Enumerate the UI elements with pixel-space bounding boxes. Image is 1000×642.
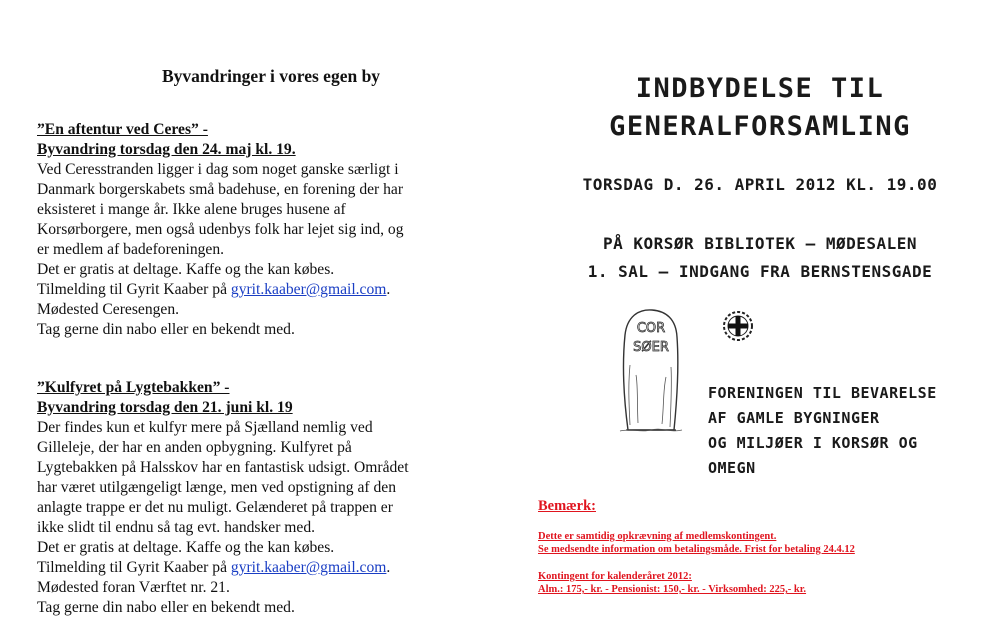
invitation-title <box>520 70 1000 146</box>
meeting-venue <box>520 230 1000 286</box>
walk-text-line: Danmark borgerskabets små badehuse, en forening der har <box>37 181 404 198</box>
stone-text-top: COR <box>636 321 666 336</box>
title-line-1: INDBYDELSE TIL <box>635 73 885 104</box>
closing-line: Tag gerne din nabo eller en bekendt med. <box>37 599 295 616</box>
walk-section-ceres <box>37 120 497 340</box>
closing-line: Tag gerne din nabo eller en bekendt med. <box>37 321 295 338</box>
walk-text-line: Der findes kun et kulfyr mere på Sjælland nemlig ved <box>37 419 373 436</box>
venue-line-1: PÅ KORSØR BIBLIOTEK – MØDESALEN <box>602 234 918 253</box>
signup-period: . <box>386 281 391 298</box>
invitation-column <box>520 0 1000 642</box>
walk-text-line: Gilleleje, der har en anden opbygning. Kulfyret på <box>37 439 352 456</box>
walk-heading-date: Byvandring torsdag den 21. juni kl. 19 <box>37 399 293 416</box>
walk-text-line: Det er gratis at deltage. Kaffe og the kan købes. <box>37 261 335 278</box>
walk-text-line: ikke slidt til endnu så tag evt. handsker med. <box>37 519 316 536</box>
walk-heading-title: ”En aftentur ved Ceres” - <box>37 121 208 138</box>
association-line: FORENINGEN TIL BEVARELSE <box>708 384 937 402</box>
signup-line <box>37 280 497 300</box>
email-link[interactable]: gyrit.kaaber@gmail.com <box>230 559 387 576</box>
notice-line: Kontingent for kalenderåret 2012: <box>538 571 692 582</box>
walk-text-line: Ved Ceresstranden ligger i dag som noget ganske særligt i <box>37 161 399 178</box>
walk-text-line: har været utilgængeligt længe, men ved opstigning af den <box>37 479 397 496</box>
association-line: OG MILJØER I KORSØR OG <box>708 434 918 452</box>
fee-line: Alm.: 175,- kr. - Pensionist: 150,- kr. - Virksomhed: 225,- kr. <box>538 584 807 595</box>
walk-text-line: Det er gratis at deltage. Kaffe og the kan købes. <box>37 539 335 556</box>
korsoer-stone-icon <box>616 305 686 435</box>
walk-heading-date: Byvandring torsdag den 24. maj kl. 19. <box>37 141 296 158</box>
association-line: AF GAMLE BYGNINGER <box>708 409 880 427</box>
walk-text-line: er medlem af badeforeningen. <box>37 241 225 258</box>
cross-emblem-icon <box>720 308 756 344</box>
signup-text: Tilmelding til Gyrit Kaaber på <box>37 281 231 298</box>
walk-text-line: Korsørborgere, men også udenbys folk har lejet sig ind, og <box>37 221 404 238</box>
signup-text: Tilmelding til Gyrit Kaaber på <box>37 559 231 576</box>
association-name <box>708 381 937 481</box>
walk-text-line: eksisteret i mange år. Ikke alene bruges husene af <box>37 201 346 218</box>
walk-heading-title: ”Kulfyret på Lygtebakken” - <box>37 379 230 396</box>
walk-section-lighthouse <box>37 378 497 618</box>
notice-line: Dette er samtidig opkrævning af medlemskontingent. <box>538 531 777 542</box>
venue-line-2: 1. SAL – INDGANG FRA BERNSTENSGADE <box>587 262 933 281</box>
notice-line: Se medsendte information om betalingsmåde. Frist for betaling 24.4.12 <box>538 544 855 555</box>
stone-text-bottom: SØER <box>633 340 669 355</box>
walks-column <box>37 66 497 618</box>
walk-text-line: Lygtebakken på Halsskov har en fantastisk udsigt. Området <box>37 459 409 476</box>
email-link[interactable]: gyrit.kaaber@gmail.com <box>230 281 387 298</box>
signup-period: . <box>386 559 391 576</box>
meeting-date: TORSDAG D. 26. APRIL 2012 KL. 19.00 <box>582 175 938 194</box>
walk-text-line: anlagte trappe er det nu muligt. Gelænderet på trappen er <box>37 499 393 516</box>
signup-line <box>37 558 497 578</box>
title-line-2: GENERALFORSAMLING <box>609 111 911 142</box>
notice-heading: Bemærk: <box>538 498 596 514</box>
meeting-point: Mødested foran Værftet nr. 21. <box>37 579 230 596</box>
walks-title: Byvandringer i vores egen by <box>161 66 381 86</box>
meeting-point: Mødested Ceresengen. <box>37 301 180 318</box>
association-line: OMEGN <box>708 459 756 477</box>
payment-notice <box>538 498 998 596</box>
